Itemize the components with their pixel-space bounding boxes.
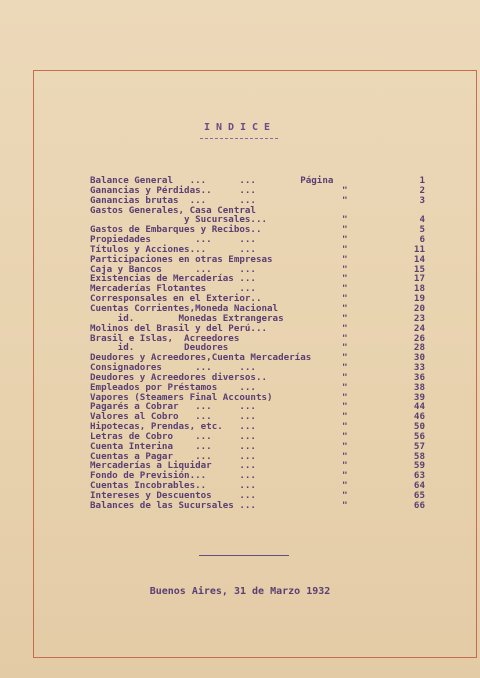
index-entry xyxy=(90,499,425,511)
entry-page-number: 56 xyxy=(413,430,425,442)
ditto-mark: " xyxy=(342,499,348,511)
entry-page-number: 57 xyxy=(413,440,425,452)
entry-page-number: 46 xyxy=(413,411,425,423)
ditto-mark: " xyxy=(342,342,348,354)
ditto-mark: " xyxy=(342,411,348,423)
entry-label: Títulos y Acciones... ... xyxy=(90,243,256,255)
entry-label: Corresponsales en el Exterior.. xyxy=(90,293,262,305)
entry-label: Hipotecas, Prendas, etc. ... xyxy=(90,421,256,433)
entry-page-number: 19 xyxy=(413,293,425,305)
entry-page-number: 28 xyxy=(413,342,425,354)
entry-page-number: 1 xyxy=(419,175,425,186)
entry-page-number: 24 xyxy=(413,322,425,334)
entry-label: Intereses y Descuentos ... xyxy=(90,490,256,501)
entry-page-number: 36 xyxy=(413,371,425,383)
entry-page-number: 39 xyxy=(413,391,425,403)
entry-page-number: 66 xyxy=(413,499,425,511)
ditto-mark: " xyxy=(342,332,348,344)
ditto-mark: " xyxy=(342,302,348,314)
entry-label: Brasil e Islas, Acreedores xyxy=(90,332,240,344)
entry-label: Cuenta Interina ... ... xyxy=(90,440,256,452)
ditto-mark: " xyxy=(342,273,348,285)
entry-label: Cuentas a Pagar ... ... xyxy=(90,450,256,462)
entry-page-number: 3 xyxy=(419,194,425,206)
entry-label: Cuentas Incobrables.. ... xyxy=(90,480,256,492)
ditto-mark: " xyxy=(342,381,348,393)
ditto-mark: " xyxy=(342,322,348,334)
entry-page-number: 44 xyxy=(413,401,425,413)
ditto-mark: " xyxy=(342,450,348,462)
entry-label: Participaciones en otras Empresas xyxy=(90,253,273,265)
place-date-line: Buenos Aires, 31 de Marzo 1932 xyxy=(149,586,331,597)
entry-label: Fondo de Previsión... ... xyxy=(90,470,256,482)
entry-label: Valores al Cobro ... ... xyxy=(90,411,256,423)
entry-label: Vapores (Steamers Final Accounts) xyxy=(90,391,273,403)
ditto-mark: " xyxy=(342,470,348,482)
entry-page-number: 2 xyxy=(419,184,425,196)
ditto-mark: " xyxy=(342,283,348,295)
title-underline xyxy=(200,138,278,139)
ditto-mark: " xyxy=(342,421,348,433)
ditto-mark: " xyxy=(342,214,348,226)
entry-page-number: 58 xyxy=(413,450,425,462)
entry-page-number: 64 xyxy=(413,480,425,492)
entry-page-number: 15 xyxy=(413,263,425,275)
entry-label: Balances de las Sucursales ... xyxy=(90,499,256,511)
entry-label: id. Monedas Extrangeras xyxy=(90,312,284,324)
entry-label: Balance General ... ... Página xyxy=(90,175,334,186)
entry-label: Molinos del Brasil y del Perú... xyxy=(90,322,268,334)
closing-rule xyxy=(199,555,289,556)
entry-page-number: 11 xyxy=(413,243,425,255)
entry-page-number: 17 xyxy=(413,273,425,285)
entry-label: Cuentas Corrientes,Moneda Nacional xyxy=(90,302,279,314)
ditto-mark: " xyxy=(342,371,348,383)
ditto-mark: " xyxy=(342,490,348,501)
entry-label: Caja y Bancos ... ... xyxy=(90,263,256,275)
ditto-mark: " xyxy=(342,440,348,452)
ditto-mark: " xyxy=(342,430,348,442)
entry-page-number: 65 xyxy=(413,490,425,501)
entry-label: Deudores y Acreedores,Cuenta Mercaderías xyxy=(90,352,312,364)
entry-label: y Sucursales... xyxy=(90,214,268,226)
entry-label: id. Deudores xyxy=(90,342,229,354)
entry-page-number: 26 xyxy=(413,332,425,344)
entry-label: Gastos Generales, Casa Central xyxy=(90,204,256,216)
ditto-mark: " xyxy=(342,460,348,472)
entry-page-number: 6 xyxy=(419,234,425,246)
ditto-mark: " xyxy=(342,243,348,255)
ditto-mark: " xyxy=(342,391,348,403)
entry-page-number: 23 xyxy=(413,312,425,324)
entry-label: Existencias de Mercaderías ... xyxy=(90,273,256,285)
entry-label: Deudores y Acreedores diversos.. xyxy=(90,371,268,383)
entry-label: Ganancias y Pérdidas.. ... xyxy=(90,184,256,196)
entry-label: Pagarés a Cobrar ... ... xyxy=(90,401,256,413)
entry-page-number: 50 xyxy=(413,421,425,433)
entry-label: Mercaderías a Liquidar ... xyxy=(90,460,256,472)
entry-page-number: 5 xyxy=(419,224,425,236)
ditto-mark: " xyxy=(342,293,348,305)
ditto-mark: " xyxy=(342,401,348,413)
ditto-mark: " xyxy=(342,194,348,206)
entry-label: Empleados por Préstamos ... xyxy=(90,381,256,393)
entry-page-number: 33 xyxy=(413,362,425,374)
ditto-mark: " xyxy=(342,253,348,265)
ditto-mark: " xyxy=(342,234,348,246)
ditto-mark: " xyxy=(342,263,348,275)
entry-page-number: 14 xyxy=(413,253,425,265)
ditto-mark: " xyxy=(342,362,348,374)
entry-page-number: 59 xyxy=(413,460,425,472)
entry-page-number: 38 xyxy=(413,381,425,393)
entry-label: Mercaderías Flotantes ... xyxy=(90,283,256,295)
entry-page-number: 30 xyxy=(413,352,425,364)
entry-label: Propiedades ... ... xyxy=(90,234,256,246)
entry-page-number: 63 xyxy=(413,470,425,482)
ditto-mark: " xyxy=(342,352,348,364)
entry-page-number: 18 xyxy=(413,283,425,295)
entry-label: Ganancias brutas ... ... xyxy=(90,194,256,206)
entry-page-number: 20 xyxy=(413,302,425,314)
ditto-mark: " xyxy=(342,184,348,196)
entry-label: Consignadores ... ... xyxy=(90,362,256,374)
ditto-mark: " xyxy=(342,224,348,236)
entry-page-number: 4 xyxy=(419,214,425,226)
entry-label: Gastos de Embarques y Recibos.. xyxy=(90,224,262,236)
index-title: INDICE xyxy=(203,122,277,133)
index-entries xyxy=(90,175,425,511)
ditto-mark: " xyxy=(342,480,348,492)
ditto-mark: " xyxy=(342,312,348,324)
entry-label: Letras de Cobro ... ... xyxy=(90,430,256,442)
